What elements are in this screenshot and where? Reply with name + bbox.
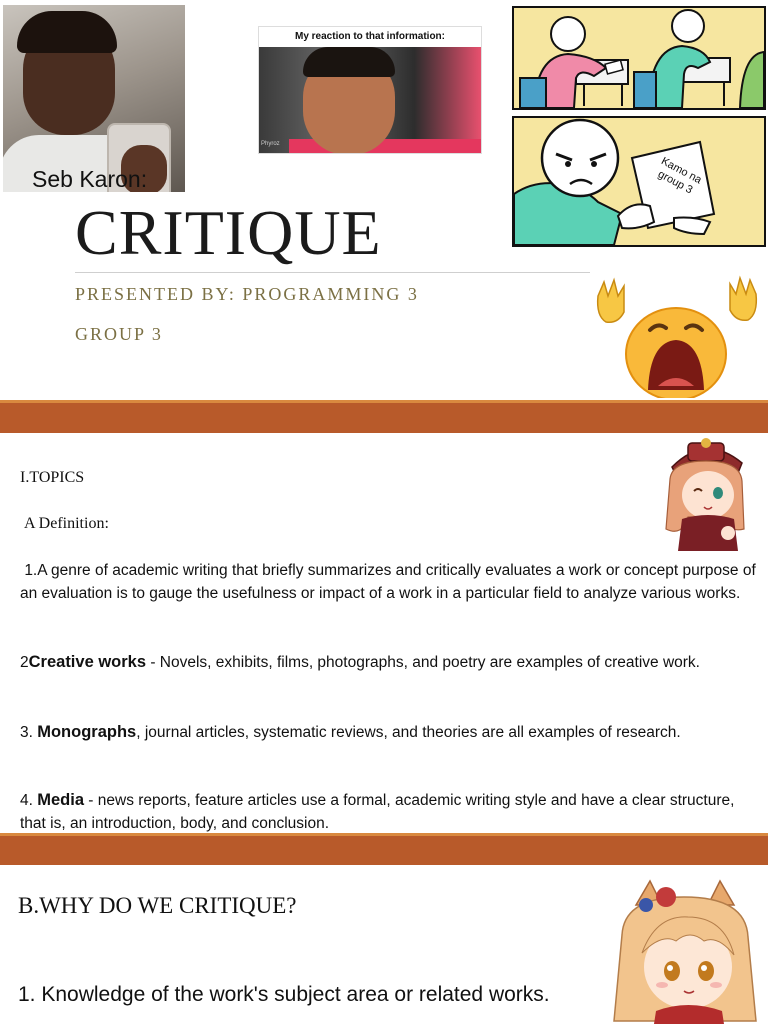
title-slide: [0, 0, 768, 400]
section-divider-band: [0, 833, 768, 865]
classroom-drawing: [514, 8, 764, 108]
definition-item-1: [20, 559, 760, 605]
note-text: Kamo na group 3: [655, 155, 704, 197]
reaction-photo-man: [3, 5, 185, 192]
chibi-character-icon: [658, 433, 754, 551]
title-divider: [75, 272, 590, 273]
reason-item-1: 1. Knowledge of the work's subject area or related works.: [18, 983, 550, 1006]
definition-item-4: [20, 789, 760, 833]
topics-heading: I.TOPICS: [20, 469, 85, 486]
section-heading: B.WHY DO WE CRITIQUE?: [18, 893, 297, 918]
item-number: 4.: [20, 792, 38, 809]
item-text: A genre of academic writing that briefly summarizes and critically evaluates a work or concept purpose of an evaluation is to gauge the usefulness or impact of a work in a particular field to analyze various works.: [20, 562, 756, 602]
photo-caption: Seb Karon:: [32, 166, 148, 192]
presented-by-subtitle: PRESENTED BY: PROGRAMMING 3: [75, 284, 419, 304]
item-text: - news reports, feature articles use a formal, academic writing style and have a clear structure, that is, an introduction, body, and conclusion.: [20, 792, 735, 832]
item-text: - Novels, exhibits, films, photographs, and poetry are examples of creative work.: [146, 654, 700, 671]
crying-emoji-icon: [588, 266, 766, 398]
meme-watermark: Phyroz: [261, 141, 280, 147]
comic-panel-classroom: [512, 6, 766, 110]
angry-reader-drawing: [514, 118, 764, 245]
item-term: Media: [37, 791, 84, 809]
item-number: 2: [20, 654, 29, 671]
item-number: 3.: [20, 724, 38, 741]
item-text: , journal articles, systematic reviews, and theories are all examples of research.: [136, 724, 681, 741]
definition-item-3: [20, 721, 760, 744]
item-term: Monographs: [37, 723, 137, 741]
why-critique-slide: [0, 865, 768, 1024]
group-subtitle: GROUP 3: [75, 324, 163, 344]
item-number: 1.: [24, 562, 38, 579]
chibi-character-icon: [606, 875, 764, 1024]
topics-slide: [0, 433, 768, 833]
definition-item-2: [20, 651, 760, 674]
item-term: Creative works: [28, 653, 147, 671]
comic-panel-note: [512, 116, 766, 247]
reaction-meme: [258, 26, 482, 154]
meme-caption: My reaction to that information:: [295, 31, 445, 42]
section-divider-band: [0, 400, 768, 433]
page-title: CRITIQUE: [75, 197, 382, 268]
definition-label: A Definition:: [24, 515, 109, 532]
meme-photo: [259, 47, 481, 153]
